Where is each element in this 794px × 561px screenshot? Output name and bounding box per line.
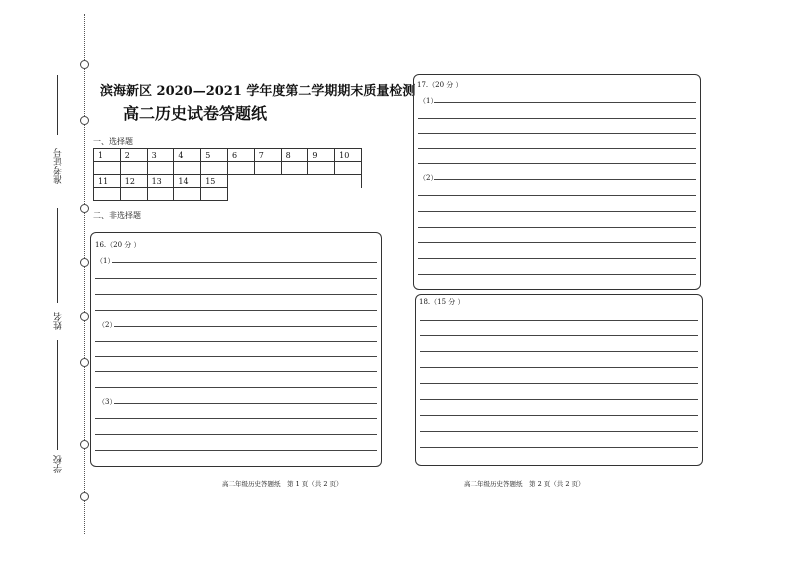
mc-answer-box[interactable]	[174, 162, 201, 175]
answer-line[interactable]	[95, 387, 377, 388]
mc-empty	[227, 188, 254, 201]
multiple-choice-label: 一、选择题	[93, 137, 133, 146]
binding-hole	[80, 358, 89, 367]
non-choice-label: 二、非选择题	[93, 211, 141, 220]
answer-line[interactable]	[95, 294, 377, 295]
binding-dotted-line	[84, 14, 85, 534]
mc-empty	[281, 175, 308, 188]
q16-part1-label: （1）	[96, 257, 115, 265]
answer-line[interactable]	[418, 118, 696, 119]
answer-line[interactable]	[418, 148, 696, 149]
q16-part3-label: （3）	[98, 398, 117, 406]
exam-title: 滨海新区 2020—2021 学年度第二学期期末质量检测	[100, 84, 416, 99]
name-label: 姓名	[54, 312, 64, 330]
answer-sheet-title: 高二历史试卷答题纸	[122, 104, 267, 123]
question-18-label: 18.（15 分 ）	[419, 298, 465, 306]
school-label: 学校	[54, 455, 64, 473]
answer-line[interactable]	[418, 195, 696, 196]
answer-line[interactable]	[418, 242, 696, 243]
question-17-label: 17.（20 分 ）	[417, 81, 463, 89]
answer-line[interactable]	[418, 163, 696, 164]
answer-line[interactable]	[420, 367, 698, 368]
mc-number: 10	[335, 149, 362, 162]
answer-line[interactable]	[420, 415, 698, 416]
multiple-choice-grid	[93, 148, 362, 201]
answer-line[interactable]	[418, 211, 696, 212]
answer-line[interactable]	[418, 227, 696, 228]
mc-empty	[335, 188, 362, 201]
mc-answer-box[interactable]	[254, 162, 281, 175]
answer-line[interactable]	[95, 356, 377, 357]
mc-empty	[254, 188, 281, 201]
answer-line[interactable]	[418, 274, 696, 275]
mc-number: 12	[120, 175, 147, 188]
answer-line[interactable]	[420, 320, 698, 321]
answer-line[interactable]	[420, 335, 698, 336]
binding-hole	[80, 312, 89, 321]
mc-answer-box[interactable]	[227, 162, 254, 175]
mc-empty	[308, 175, 335, 188]
answer-line[interactable]	[420, 383, 698, 384]
mc-empty	[254, 175, 281, 188]
mc-number: 2	[120, 149, 147, 162]
answer-line[interactable]	[95, 418, 377, 419]
binding-hole	[80, 258, 89, 267]
answer-line[interactable]	[112, 262, 377, 263]
name-line	[57, 208, 58, 303]
mc-empty	[281, 188, 308, 201]
mc-answer-box[interactable]	[147, 188, 174, 201]
answer-line[interactable]	[420, 431, 698, 432]
mc-number: 6	[227, 149, 254, 162]
answer-line[interactable]	[95, 310, 377, 311]
question-16-box[interactable]	[90, 232, 382, 467]
exam-number-label: 准考证号	[54, 148, 64, 184]
mc-number: 5	[201, 149, 228, 162]
mc-number: 1	[94, 149, 121, 162]
answer-line[interactable]	[420, 399, 698, 400]
mc-number: 15	[201, 175, 228, 188]
mc-number: 11	[94, 175, 121, 188]
mc-answer-box[interactable]	[94, 162, 121, 175]
mc-number: 13	[147, 175, 174, 188]
answer-line[interactable]	[95, 450, 377, 451]
mc-empty	[227, 175, 254, 188]
mc-answer-box[interactable]	[201, 162, 228, 175]
binding-hole	[80, 440, 89, 449]
answer-line[interactable]	[418, 133, 696, 134]
mc-answer-box[interactable]	[201, 188, 228, 201]
mc-empty	[335, 175, 362, 188]
mc-answer-box[interactable]	[147, 162, 174, 175]
answer-line[interactable]	[434, 102, 696, 103]
answer-line[interactable]	[434, 179, 696, 180]
answer-line[interactable]	[420, 351, 698, 352]
mc-answer-box[interactable]	[281, 162, 308, 175]
question-16-label: 16.（20 分 ）	[95, 241, 141, 249]
answer-line[interactable]	[114, 403, 377, 404]
answer-line[interactable]	[95, 434, 377, 435]
binding-hole	[80, 60, 89, 69]
answer-line[interactable]	[95, 341, 377, 342]
q17-part2-label: （2）	[419, 174, 438, 182]
answer-line[interactable]	[418, 258, 696, 259]
mc-number: 7	[254, 149, 281, 162]
school-line	[57, 340, 58, 450]
answer-line[interactable]	[420, 447, 698, 448]
mc-number: 8	[281, 149, 308, 162]
mc-answer-box[interactable]	[308, 162, 335, 175]
mc-answer-box[interactable]	[94, 188, 121, 201]
answer-line[interactable]	[95, 371, 377, 372]
answer-line[interactable]	[114, 326, 377, 327]
mc-number: 4	[174, 149, 201, 162]
mc-empty	[308, 188, 335, 201]
binding-hole	[80, 204, 89, 213]
mc-answer-box[interactable]	[120, 162, 147, 175]
footer-page-1: 高二年级历史答题纸 第 1 页（共 2 页）	[222, 480, 343, 488]
mc-number: 3	[147, 149, 174, 162]
answer-line[interactable]	[95, 278, 377, 279]
mc-answer-box[interactable]	[120, 188, 147, 201]
mc-number: 9	[308, 149, 335, 162]
q17-part1-label: （1）	[419, 97, 438, 105]
footer-page-2: 高二年级历史答题纸 第 2 页（共 2 页）	[464, 480, 585, 488]
mc-answer-box[interactable]	[174, 188, 201, 201]
mc-answer-box[interactable]	[335, 162, 362, 175]
binding-hole	[80, 492, 89, 501]
q16-part2-label: （2）	[98, 321, 117, 329]
mc-number: 14	[174, 175, 201, 188]
